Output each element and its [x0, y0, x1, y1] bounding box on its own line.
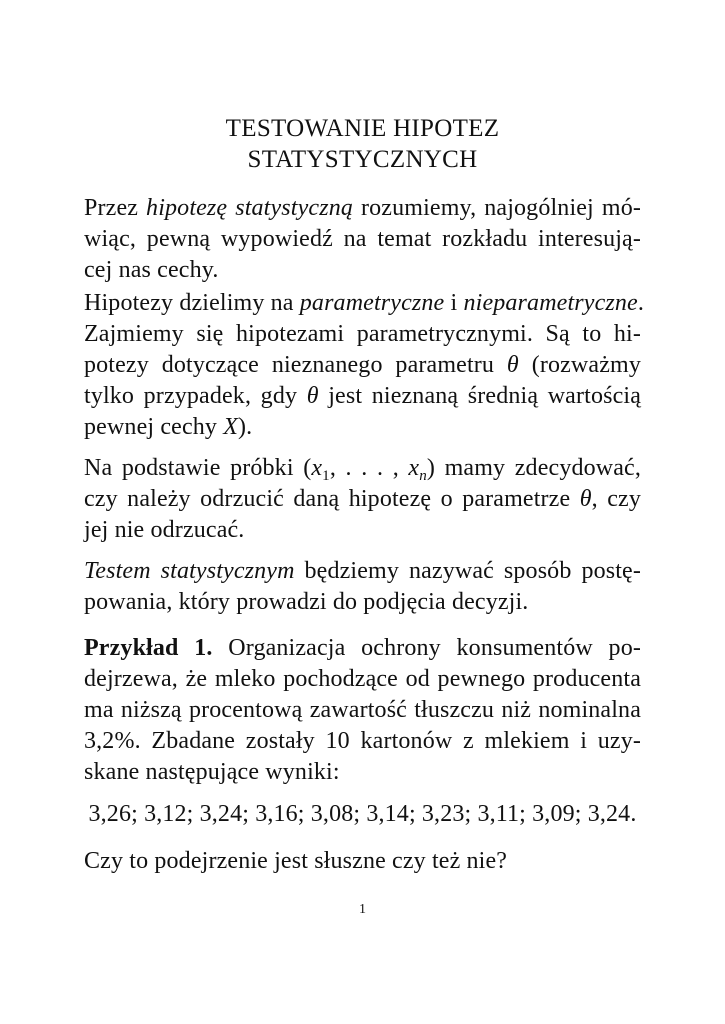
example-question: Czy to podejrzenie jest słuszne czy też nie? [84, 848, 508, 874]
p4-line-1: Testem statystycznym będziemy nazywać sposób postę- [84, 558, 641, 584]
theta-symbol: θ [506, 352, 519, 378]
term-parametric: parametryczne [299, 290, 445, 316]
example-line-3: ma niższą procentową zawartość tłuszczu niż nominalna [84, 697, 641, 723]
page-number: 1 [359, 902, 366, 917]
example-line-5: skane następujące wyniki: [84, 759, 340, 785]
example-line-2: dejrzewa, że mleko pochodzące od pewnego producenta [84, 666, 641, 692]
term-statistical-test: Testem statystycznym [84, 558, 295, 584]
example-line-4: 3,2%. Zbadane zostały 10 kartonów z mlekiem i uzy- [84, 728, 641, 754]
p4-line-2: powania, który prowadzi do podjęcia decyzji. [84, 589, 529, 615]
p2-line-5: pewnej cechy X). [84, 414, 253, 440]
example-line-1: Przykład 1. Organizacja ochrony konsumentów po- [84, 635, 641, 661]
p3-line-1: Na podstawie próbki ($x_1$, . . . , $x_n$) mamy zdecydować, [84, 455, 641, 484]
p2-line-4: tylko przypadek, gdy θ jest nieznaną średnią wartością [84, 383, 642, 409]
p2-line-3: potezy dotyczące nieznanego parametru θ (rozważmy [84, 352, 641, 378]
example-label: Przykład 1. [84, 635, 213, 661]
p2-line-1: Hipotezy dzielimy na parametryczne i nieparametryczne. [84, 290, 644, 316]
p1-line-1: Przez hipotezę statystyczną rozumiemy, najogólniej mó- [84, 195, 641, 221]
variable-x: X [223, 414, 239, 440]
p1-line-2: wiąc, pewną wypowiedź na temat rozkładu interesują- [84, 226, 641, 252]
example-values: 3,26; 3,12; 3,24; 3,16; 3,08; 3,14; 3,23; 3,11; 3,09; 3,24. [88, 801, 637, 827]
p3-line-2: czy należy odrzucić daną hipotezę o parametrze θ, czy [84, 486, 642, 512]
term-nonparametric: nieparametryczne [463, 290, 638, 316]
p3-line-3: jej nie odrzucać. [84, 517, 245, 543]
term-statistical-hypothesis: hipotezę statystyczną [146, 195, 354, 221]
p2-line-2: Zajmiemy się hipotezami parametrycznymi. Są to hi- [84, 321, 641, 347]
theta-symbol: θ [306, 383, 319, 409]
theta-symbol: θ [579, 486, 592, 512]
p1-line-3: cej nas cechy. [84, 257, 219, 283]
title-line-2: STATYSTYCZNYCH [247, 146, 478, 173]
title-line-1: TESTOWANIE HIPOTEZ [225, 115, 500, 142]
